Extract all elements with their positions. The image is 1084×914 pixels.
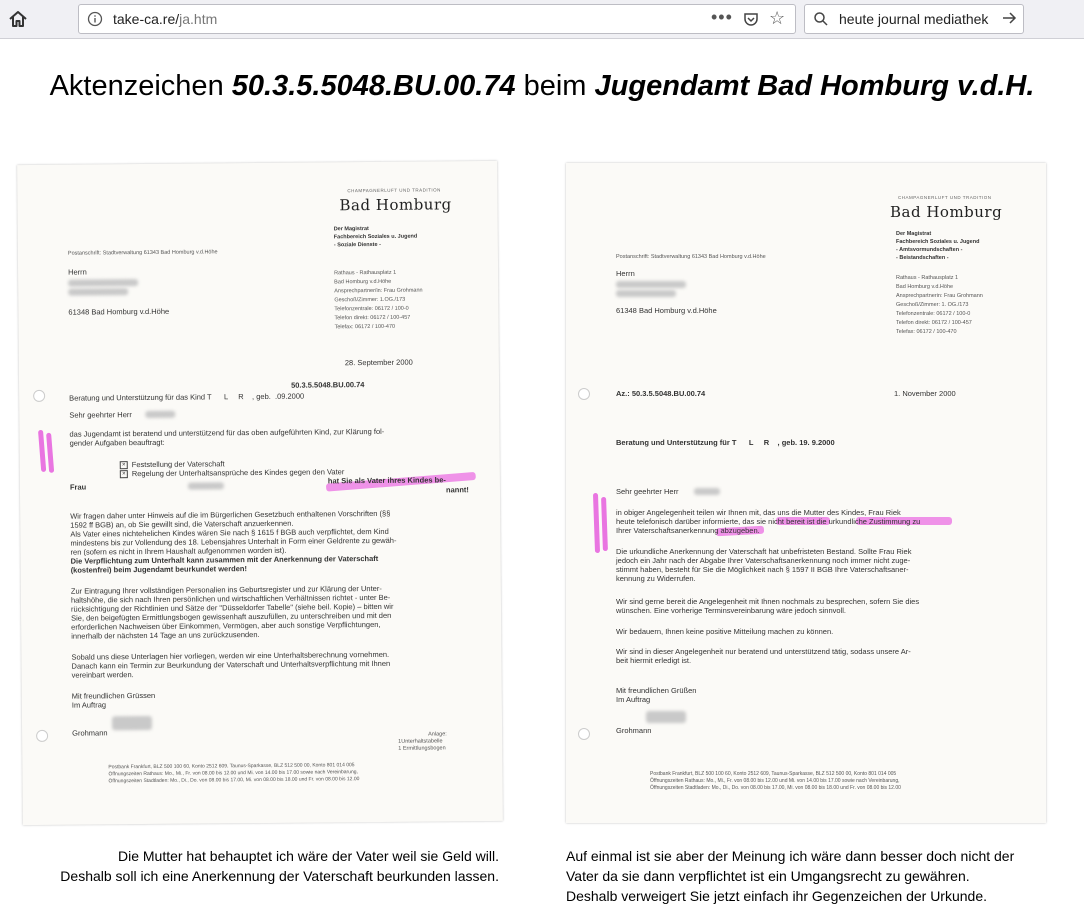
paragraph-line: vereinbart werden. — [71, 670, 134, 680]
search-input[interactable]: heute journal mediathek — [839, 11, 989, 27]
paragraph-line: mindestens bis zur Vollendung des 18. Lebensjahres Unterhalt in Form einer Geldrente zu gewäh- — [70, 535, 397, 548]
contact-line: Geschoß/Zimmer: 1.OG./173 — [334, 296, 406, 304]
closing-line: Mit freundlichen Grüßen — [616, 686, 697, 695]
paragraph-line: Sobald uns diese Unterlagen hier vorliegen, werden wir eine Unterhaltsberechnung vornehmen. — [71, 649, 390, 662]
title-case-number: 50.3.5.5048.BU.00.74 — [231, 70, 516, 102]
case-number: Az.: 50.3.5.5048.BU.00.74 — [616, 389, 706, 398]
paragraph-line: kennung zu Widerrufen. — [616, 574, 696, 583]
case-number: 50.3.5.5048.BU.00.74 — [291, 380, 365, 390]
punch-hole — [33, 390, 45, 402]
url-bar[interactable] — [78, 4, 796, 34]
office-line: - Beistandschaften - — [896, 255, 949, 261]
paragraph-line: innerhalb der nächsten 14 Tage an uns zurückzusenden. — [71, 630, 260, 641]
recipient-salutation: Herrn — [68, 267, 87, 277]
page-actions-menu-icon[interactable]: ••• — [711, 7, 733, 27]
title-prefix: Aktenzeichen — [49, 70, 224, 102]
letter-date: 1. November 2000 — [894, 389, 956, 398]
redacted-name — [145, 411, 175, 418]
highlight-mark — [46, 433, 54, 473]
punch-hole — [578, 728, 590, 740]
task-item — [120, 467, 345, 478]
contact-line: Rathaus - Rathausplatz 1 — [334, 269, 397, 277]
signature-scribble — [112, 716, 152, 730]
contact-line: Telefax: 06172 / 100-470 — [334, 323, 396, 331]
bookmark-star-icon[interactable]: ☆ — [769, 8, 786, 28]
paragraph-line: Sie, den beigefügten Ermittlungsbogen gewissenhaft auszufüllen, zu unterschreiben und mit den — [71, 610, 392, 623]
checkbox-checked: × — [120, 461, 128, 469]
caption-right — [566, 846, 1014, 906]
enclosure-line: 1 Ermittlungsbogen — [398, 745, 446, 752]
signature-scribble — [646, 711, 686, 723]
paragraph-line: in obiger Angelegenheit teilen wir Ihnen mit, das uns die Mutter des Kindes, Frau Riek — [616, 508, 901, 517]
office-line: Der Magistrat — [333, 226, 369, 233]
punch-hole — [578, 388, 590, 400]
contact-line: Telefax: 06172 / 100-470 — [896, 329, 957, 335]
recipient-salutation: Herrn — [616, 269, 635, 278]
caption-line: Deshalb soll ich eine Anerkennung der Vaterschaft beurkunden lassen. — [60, 868, 499, 884]
contact-line: Ansprechpartner/in: Frau Grohmann — [334, 287, 423, 295]
home-icon[interactable] — [8, 9, 28, 29]
paragraph-line: Ihrer Vaterschaftsanerkennung abzugeben. — [616, 526, 760, 535]
paragraph-line: 1592 ff BGB) an, ob Sie gewillt sind, die Vaterschaft anzuerkennen. — [70, 518, 294, 530]
redacted-street — [68, 288, 128, 296]
contact-line: Geschoß/Zimmer: 1. OG./173 — [896, 302, 969, 308]
paragraph-line: Als Vater eines nichtehelichen Kindes wären Sie nach § 1615 f BGB auch verpflichtet, dem Kind — [70, 526, 389, 539]
recipient-city: 61348 Bad Homburg v.d.Höhe — [68, 306, 170, 317]
redacted-name — [68, 279, 138, 287]
highlight-mark — [593, 493, 600, 553]
footer-line: Öffnungszeiten Rathaus: Mo., Mi., Fr. von 08.00 bis 12.00 und Mi. von 14.00 bis 17.00 sowie nach Vereinbarung, — [650, 778, 900, 784]
info-icon[interactable] — [87, 11, 103, 27]
footer-line: Öffnungszeiten Rathaus: Mo., Mi., Fr. von 08.00 bis 12.00 und Mi. von 14.00 bis 17.00 sowie nach Vereinbarung, — [108, 769, 358, 778]
paragraph-line: Zur Eintragung Ihrer vollständigen Personalien ins Geburtsregister und zur Klärung der Unter- — [70, 583, 382, 596]
task-label: Feststellung der Vaterschaft — [131, 459, 225, 470]
office-line: Der Magistrat — [896, 231, 932, 237]
contact-line: Rathaus - Rathausplatz 1 — [896, 275, 959, 281]
letter-greeting: Sehr geehrter Herr — [616, 487, 679, 496]
redacted-street — [616, 290, 676, 297]
paragraph-line: haltshöhe, die sich nach Ihren persönlichen und wirtschaftlichen Verhältnissen richtet - unter Be- — [70, 592, 391, 605]
highlight-mark — [38, 430, 46, 472]
logo: Bad Homburg — [890, 203, 1003, 221]
contact-line: Telefon direkt: 06172 / 100-457 — [334, 314, 411, 322]
paragraph-line: Wir fragen daher unter Hinweis auf die im Bürgerlichen Gesetzbuch enthaltenen Vorschriften (§§ — [70, 508, 391, 521]
redacted-name — [694, 488, 720, 495]
search-icon — [813, 11, 829, 27]
sender-return-address: Postanschrift: Stadtverwaltung 61343 Bad Homburg v.d.Höhe — [67, 249, 218, 257]
letter-scan-1 — [17, 161, 503, 825]
signature-name: Grohmann — [616, 726, 652, 735]
letter-date: 28. September 2000 — [344, 357, 413, 368]
task-label: Regelung der Unterhaltsansprüche des Kindes gegen den Vater — [131, 467, 345, 479]
letter-scan-2 — [566, 163, 1046, 823]
pocket-icon[interactable] — [743, 11, 759, 27]
signature-name: Grohmann — [72, 728, 108, 738]
paragraph-line: Wir sind gerne bereit die Angelegenheit mit Ihnen nochmals zu besprechen, sofern Sie dies — [616, 597, 920, 606]
title-middle: beim — [523, 70, 587, 102]
caption-line: Vater da sie dann verpflichtet ist ein Umgangsrecht zu gewähren. — [566, 868, 970, 884]
paragraph-line: wünschen. Eine vorherige Terminsvereinbarung wäre jedoch sinnvoll. — [616, 606, 846, 615]
paragraph-line: Wir bedauern, Ihnen keine positive Mitteilung machen zu können. — [616, 627, 834, 636]
caption-line: Auf einmal ist sie aber der Meinung ich wäre dann besser doch nicht der — [566, 848, 1015, 864]
browser-toolbar — [0, 0, 1084, 39]
paragraph-line: rücksichtigung der Richtlinien und Sätze der "Düsseldorfer Tabelle" (siehe beil. Kopie) – bitten wir — [70, 601, 394, 614]
title-office: Jugendamt Bad Homburg v.d.H. — [594, 70, 1035, 102]
contact-line: Bad Homburg v.d.Höhe — [896, 284, 954, 290]
footer-line: Postbank Frankfurt, BLZ 500 100 60, Konto 2512 609, Taunus-Sparkasse, BLZ 512 500 00, Konto 801 014 005 — [108, 762, 355, 771]
paragraph-line: jedoch ein Jahr nach der Abgabe Ihrer Vaterschaftsanerkennung noch immer nicht zuge- — [616, 556, 911, 565]
paragraph-line-bold: Die Verpflichtung zum Unterhalt kann zusammen mit der Anerkennung der Vaterschaft — [70, 553, 379, 566]
caption-left — [60, 846, 499, 886]
office-line: Fachbereich Soziales u. Jugend — [333, 233, 418, 241]
paragraph-line: das Jugendamt ist beratend und unterstützend für das oben aufgeführten Kind, zur Klärung fol- — [69, 426, 385, 439]
footer-line: Postbank Frankfurt, BLZ 500 100 60, Konto 2512 609, Taunus-Sparkasse, BLZ 512 500 00, Konto 801 014 005 — [650, 771, 897, 777]
url-path: ja.htm — [179, 11, 218, 27]
office-line: - Soziale Dienste - — [333, 241, 381, 249]
logo-tagline: CHAMPAGNERLUFT UND TRADITION — [347, 187, 441, 194]
mother-claim: hat Sie als Vater ihres Kindes be- — [327, 475, 446, 486]
letter-greeting: Sehr geehrter Herr — [69, 410, 132, 420]
logo: Bad Homburg — [339, 195, 452, 215]
closing-line: Im Auftrag — [616, 695, 651, 704]
page-title — [30, 68, 1054, 104]
paragraph-line: erforderlichen Nachweisen über Einkommen, Vermögen, aber auch sonstige Verpflichtungen, — [71, 619, 381, 632]
highlight-mark — [601, 497, 608, 551]
mother-claim: nannt! — [445, 485, 469, 495]
closing-line: Mit freundlichen Grüssen — [71, 690, 156, 701]
office-line: Fachbereich Soziales u. Jugend — [896, 239, 980, 245]
closing-line: Im Auftrag — [71, 700, 107, 710]
contact-line: Telefon direkt: 06172 / 100-457 — [896, 320, 972, 326]
sender-return-address: Postanschrift: Stadtverwaltung 61343 Bad Homburg v.d.Höhe — [616, 254, 766, 260]
redacted-name — [188, 482, 224, 489]
footer-line: Öffnungszeiten Stadtladen: Mo., Di., Do. von 08.00 bis 17.00, Mi. von 08.00 bis 18.00 und Fr. von 08.00 bis 12.00 — [650, 785, 901, 791]
contact-line: Telefonzentrale: 06172 / 100-0 — [896, 311, 971, 317]
paragraph-line: gender Aufgaben beauftragt: — [69, 437, 165, 448]
paragraph-line: beit hiermit erledigt ist. — [616, 656, 692, 665]
paragraph-line: ren (sofern es nicht in Ihrem Haushalt aufgenommen worden ist). — [70, 545, 287, 557]
recipient-city: 61348 Bad Homburg v.d.Höhe — [616, 306, 717, 315]
search-bar[interactable] — [804, 4, 1024, 34]
paragraph-line: heute telefonisch darüber informierte, das sie nicht bereit ist die urkundliche Zustimmung zu — [616, 517, 921, 526]
paragraph-line: stimmt haben, besteht für Sie die Möglichkeit nach § 1597 II BGB Ihre Vaterschaftsaner- — [616, 565, 909, 574]
paragraph-line: Die urkundliche Anerkennung der Vaterschaft hat unbefristeten Bestand. Sollte Frau Riek — [616, 547, 912, 556]
logo-tagline: CHAMPAGNERLUFT UND TRADITION — [898, 195, 992, 200]
paragraph-line-bold: (kostenfrei) beim Jugendamt beurkundet werden! — [70, 564, 247, 575]
office-line: - Amtsvormundschaften - — [896, 247, 963, 253]
contact-line: Ansprechpartnerin: Frau Grohmann — [896, 293, 983, 299]
checkbox-checked: × — [120, 470, 128, 478]
contact-line: Bad Homburg v.d.Höhe — [334, 278, 392, 286]
letter-subject: Beratung und Unterstützung für T L R , geb. 19. 9.2000 — [616, 438, 835, 447]
enclosure-line: Anlage: — [428, 731, 447, 738]
contact-line: Telefonzentrale: 06172 / 100-0 — [334, 305, 409, 313]
letter-subject: Beratung und Unterstützung für das Kind T L R , geb. .09.2000 — [69, 391, 305, 403]
url-text[interactable] — [113, 11, 217, 27]
paragraph-line: Wir sind in dieser Angelegenheit nur beratend und unterstützend tätig, sodass unsere Ar- — [616, 647, 911, 656]
footer-line: Öffnungszeiten Stadtladen: Mo., Di., Do. von 08.00 bis 17.00, Mi. von 08.00 bis 18.00 und Fr. von 08.00 bis 12.00 — [108, 776, 360, 785]
arrow-right-icon[interactable] — [1001, 10, 1017, 26]
caption-line: Deshalb verweigert Sie jetzt einfach ihr Gegenzeichen der Urkunde. — [566, 888, 988, 904]
paragraph-line: Danach kann ein Termin zur Beurkundung der Vaterschaft und Unterhaltsverpflichtung mit Ihnen — [71, 658, 391, 671]
url-domain: take-ca.re/ — [113, 11, 180, 27]
mother-label: Frau — [69, 482, 87, 492]
punch-hole — [36, 730, 48, 742]
enclosure-line: 1Unterhaltstabelle — [398, 738, 443, 745]
caption-line: Die Mutter hat behauptet ich wäre der Vater weil sie Geld will. — [117, 848, 499, 864]
redacted-name — [616, 281, 686, 288]
